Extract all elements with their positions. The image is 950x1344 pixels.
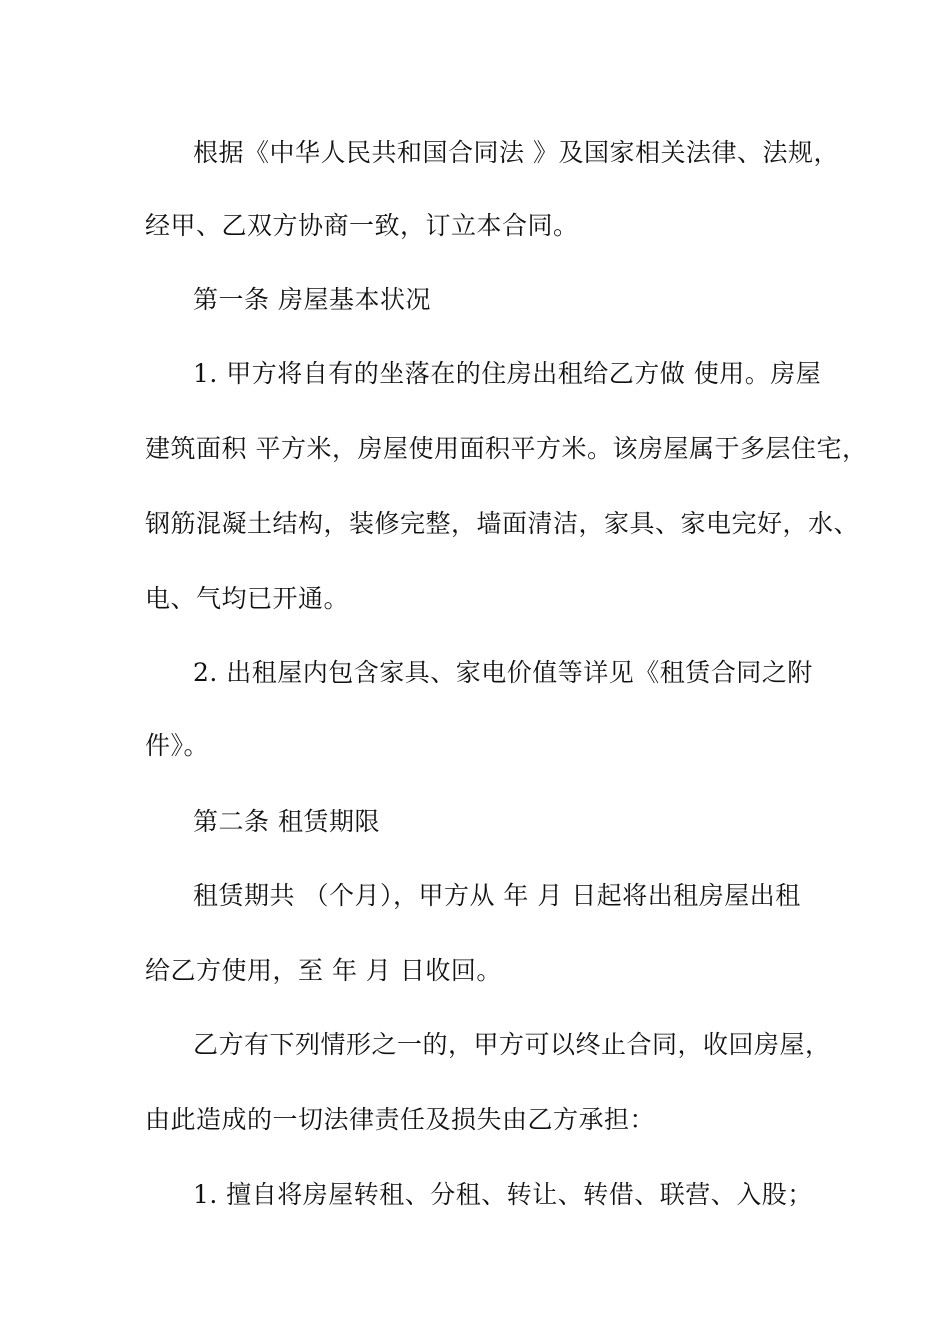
paragraph-line: 由此造成的一切法律责任及损失由乙方承担：: [145, 1105, 656, 1134]
paragraph-line: 乙方有下列情形之一的，甲方可以终止合同，收回房屋，: [193, 1030, 831, 1059]
paragraph-line: 2. 出租屋内包含家具、家电价值等详见《租赁合同之附: [193, 658, 813, 687]
paragraph-line: 经甲、乙双方协商一致，订立本合同。: [145, 211, 579, 240]
paragraph-line: 电、气均已开通。: [145, 584, 350, 613]
paragraph-line: 1. 甲方将自有的坐落在的住房出租给乙方做 使用。房屋: [193, 359, 822, 388]
paragraph-line: 租赁期共 （个月），甲方从 年 月 日起将出租房屋出租: [193, 881, 801, 910]
paragraph-line: 件》。: [145, 731, 210, 760]
paragraph-line: 建筑面积 平方米，房屋使用面积平方米。该房屋属于多层住宅，: [145, 434, 868, 463]
section-heading: 第二条 租赁期限: [193, 807, 380, 836]
paragraph-line: 给乙方使用，至 年 月 日收回。: [145, 956, 502, 985]
paragraph-line: 根据《中华人民共和国合同法 》及国家相关法律、法规，: [193, 138, 839, 167]
section-heading: 第一条 房屋基本状况: [193, 285, 431, 314]
paragraph-line: 1. 擅自将房屋转租、分租、转让、转借、联营、入股；: [193, 1180, 813, 1209]
paragraph-line: 钢筋混凝土结构，装修完整，墙面清洁，家具、家电完好，水、: [145, 509, 860, 538]
